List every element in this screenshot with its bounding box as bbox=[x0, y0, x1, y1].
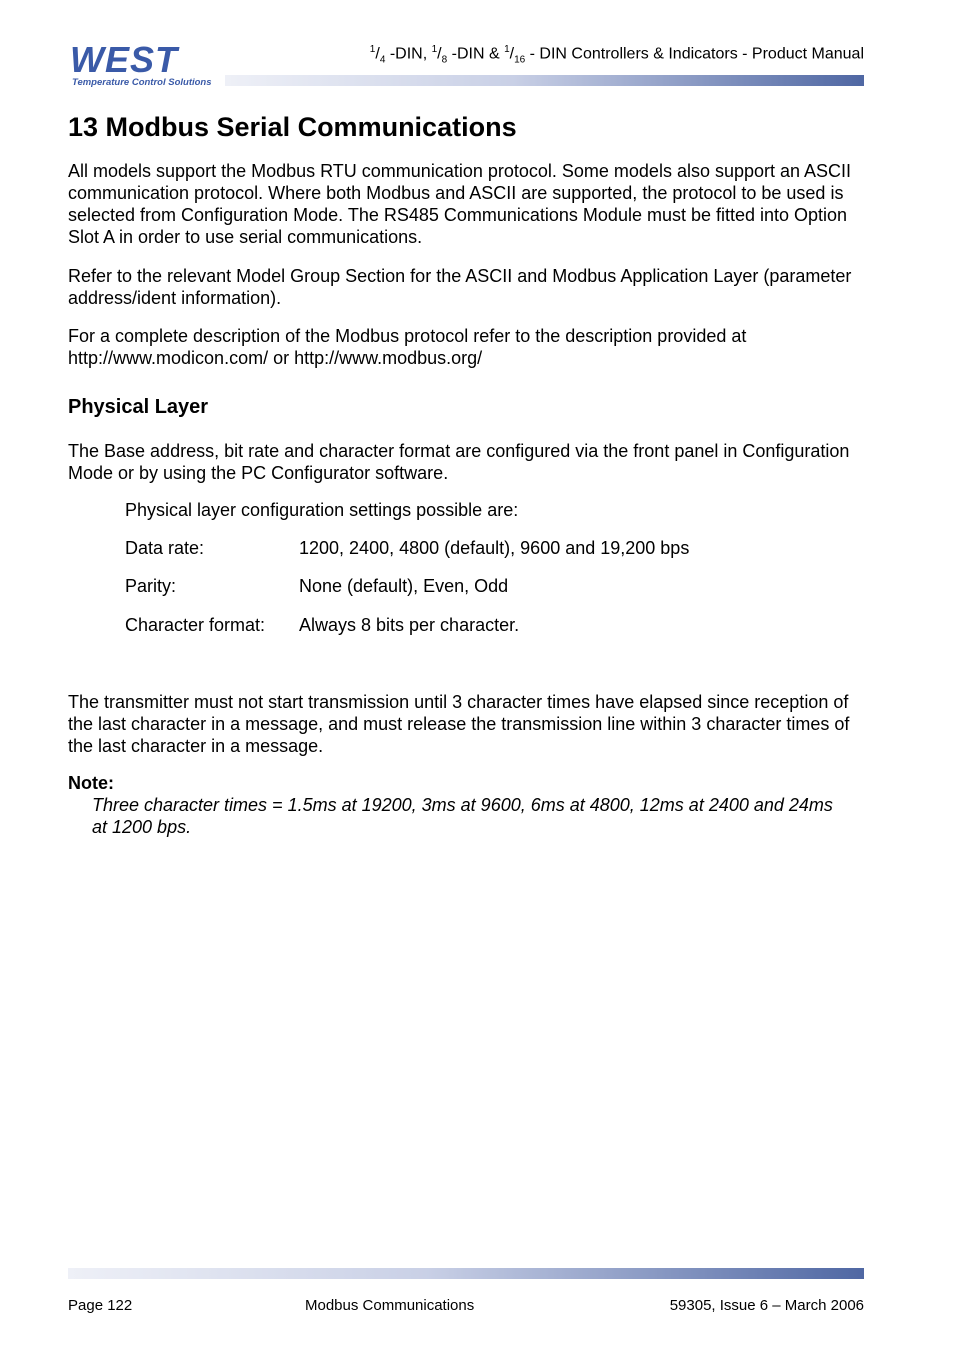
title-suffix: - DIN Controllers & Indicators - Product Manual bbox=[525, 45, 864, 63]
refer-paragraph: Refer to the relevant Model Group Section for the ASCII and Modbus Application Layer (parameter address/ident information). bbox=[68, 266, 852, 308]
frac-num: 1 bbox=[431, 44, 438, 55]
setting-value: None (default), Even, Odd bbox=[299, 576, 509, 596]
frac-num: 1 bbox=[369, 44, 376, 55]
west-logo bbox=[70, 39, 225, 90]
setting-value: Always 8 bits per character. bbox=[299, 615, 520, 635]
footer-rule bbox=[68, 1268, 864, 1279]
setting-data-rate bbox=[125, 538, 689, 559]
setting-value: 1200, 2400, 4800 (default), 9600 and 19,200 bps bbox=[299, 538, 690, 558]
footer-document-id: 59305, Issue 6 – March 2006 bbox=[669, 1297, 864, 1314]
setting-character-format bbox=[125, 615, 519, 636]
physical-intro-paragraph: The Base address, bit rate and character format are configured via the front panel in Configuration Mode or by using the PC Configurator software. bbox=[68, 441, 850, 483]
frac-den: 16 bbox=[514, 54, 526, 66]
note-text: Three character times = 1.5ms at 19200, 3ms at 9600, 6ms at 4800, 12ms at 2400 and 24ms at 1200 bps. bbox=[92, 795, 833, 837]
footer-page-number: Page 122 bbox=[68, 1297, 133, 1314]
settings-intro: Physical layer configuration settings possible are: bbox=[125, 500, 519, 520]
physical-layer-heading: Physical Layer bbox=[68, 396, 209, 418]
footer-section: Modbus Communications bbox=[305, 1297, 475, 1314]
frac-num: 1 bbox=[504, 44, 510, 55]
header-rule bbox=[225, 75, 864, 86]
setting-parity bbox=[125, 576, 508, 597]
logo-tagline: Temperature Control Solutions bbox=[72, 77, 212, 88]
transmitter-paragraph: The transmitter must not start transmission until 3 character times have elapsed since reception of the last character in a message, and must release the transmission line within 3 character times of the last character in a message. bbox=[68, 692, 850, 756]
logo-wordmark: WEST bbox=[70, 39, 178, 80]
manual-title: $^1/_4$ -DIN, $^1/_8$ -DIN & $^1/_{16}$ - DIN Controllers & Indicators - Product Manual bbox=[369, 44, 864, 66]
setting-label: Data rate: bbox=[125, 538, 205, 558]
frac-den: 4 bbox=[379, 54, 386, 66]
setting-label: Character format: bbox=[125, 615, 266, 635]
frac-den: 8 bbox=[441, 54, 448, 66]
intro-paragraph: All models support the Modbus RTU communication protocol. Some models also support an ASCII communication protocol. Where both Modbus and ASCII are supported, the protocol to be used is selected from Configuration Mode. The RS485 Communications Module must be fitted into Option Slot A in order to use serial communications. bbox=[68, 161, 852, 247]
section-heading: 13 Modbus Serial Communications bbox=[68, 112, 517, 142]
setting-label: Parity: bbox=[125, 576, 177, 596]
protocol-paragraph: For a complete description of the Modbus protocol refer to the description provided at http://www.modicon.com/ or http://www.modbus.org/ bbox=[68, 326, 747, 368]
note-label: Note: bbox=[68, 773, 114, 793]
